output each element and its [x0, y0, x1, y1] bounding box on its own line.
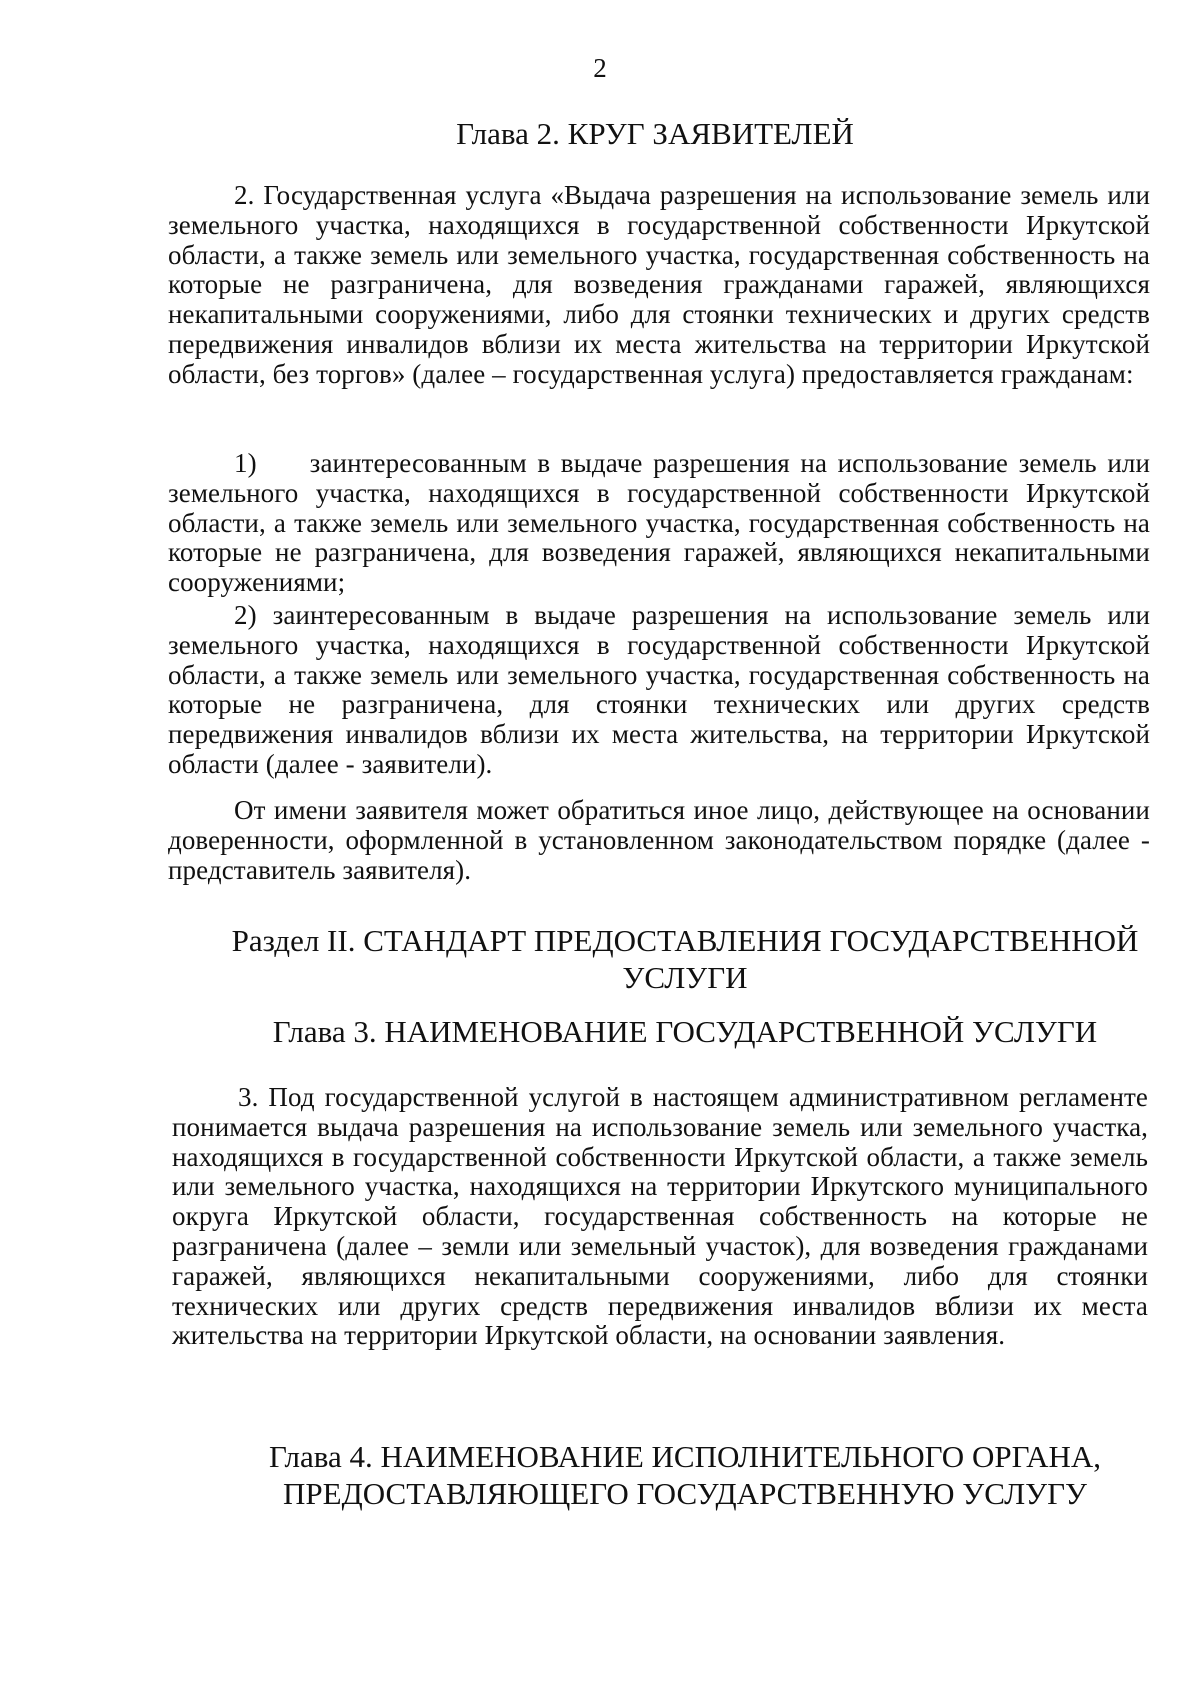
applicant-item-2: 2) заинтересованным в выдаче разрешения на использование земель или земельного участка, находящихся в государственной собственности Иркутской области, а также земель или земельного участка, государственная собственность на которые не разграничена, для стоянки технических или других средств передвижения инвалидов вблизи их места жительства, на территории Иркутской области (далее - заявители).: [168, 600, 1150, 779]
chapter-4-heading-line-1: Глава 4. НАИМЕНОВАНИЕ ИСПОЛНИТЕЛЬНОГО ОРГАНА,: [268, 1439, 1102, 1474]
chapter-2-heading: Глава 2. КРУГ ЗАЯВИТЕЛЕЙ: [456, 116, 854, 151]
paragraph-2: 2. Государственная услуга «Выдача разрешения на использование земель или земельного участка, находящихся в государственной собственности Иркутской области, а также земель или земельного участка, государственная собственность на которые не разграничена, для возведения гражданами гаражей, являющихся некапитальными сооружениями, либо для стоянки технических и других средств передвижения инвалидов вблизи их места жительства на территории Иркутской области, без торгов» (далее – государственная услуга) предоставляется гражданам:: [168, 180, 1150, 389]
section-2-heading-line-1: Раздел II. СТАНДАРТ ПРЕДОСТАВЛЕНИЯ ГОСУДАРСТВЕННОЙ: [231, 923, 1139, 958]
chapter-4-heading: [240, 1438, 1130, 1512]
section-2-heading: [225, 922, 1145, 996]
page-number: 2: [593, 53, 607, 83]
paragraph-3: 3. Под государственной услугой в настоящем административном регламенте понимается выдача разрешения на использование земель или земельного участка, находящихся в государственной собственности Иркутской области, а также земель или земельного участка, находящихся на территории Иркутского муниципального округа Иркутской области, государственная собственность на которые не разграничена (далее – земли или земельный участок), для возведения гражданами гаражей, являющихся некапитальными сооружениями, либо для стоянки технических или других средств передвижения инвалидов вблизи их места жительства на территории Иркутской области, на основании заявления.: [172, 1082, 1148, 1351]
representative-paragraph: От имени заявителя может обратиться иное лицо, действующее на основании доверенности, оформленной в установленном законодательством порядке (далее - представитель заявителя).: [168, 795, 1150, 885]
applicant-item-1: 1) заинтересованным в выдаче разрешения на использование земель или земельного участка, находящихся в государственной собственности Иркутской области, а также земель или земельного участка, государственная собственность на которые не разграничена, для возведения гаражей, являющихся некапитальными сооружениями;: [168, 448, 1157, 598]
chapter-4-heading-line-2: ПРЕДОСТАВЛЯЮЩЕГО ГОСУДАРСТВЕННУЮ УСЛУГУ: [283, 1476, 1087, 1511]
chapter-3-heading: Глава 3. НАИМЕНОВАНИЕ ГОСУДАРСТВЕННОЙ УСЛУГИ: [272, 1014, 1098, 1049]
section-2-heading-line-2: УСЛУГИ: [622, 960, 748, 995]
